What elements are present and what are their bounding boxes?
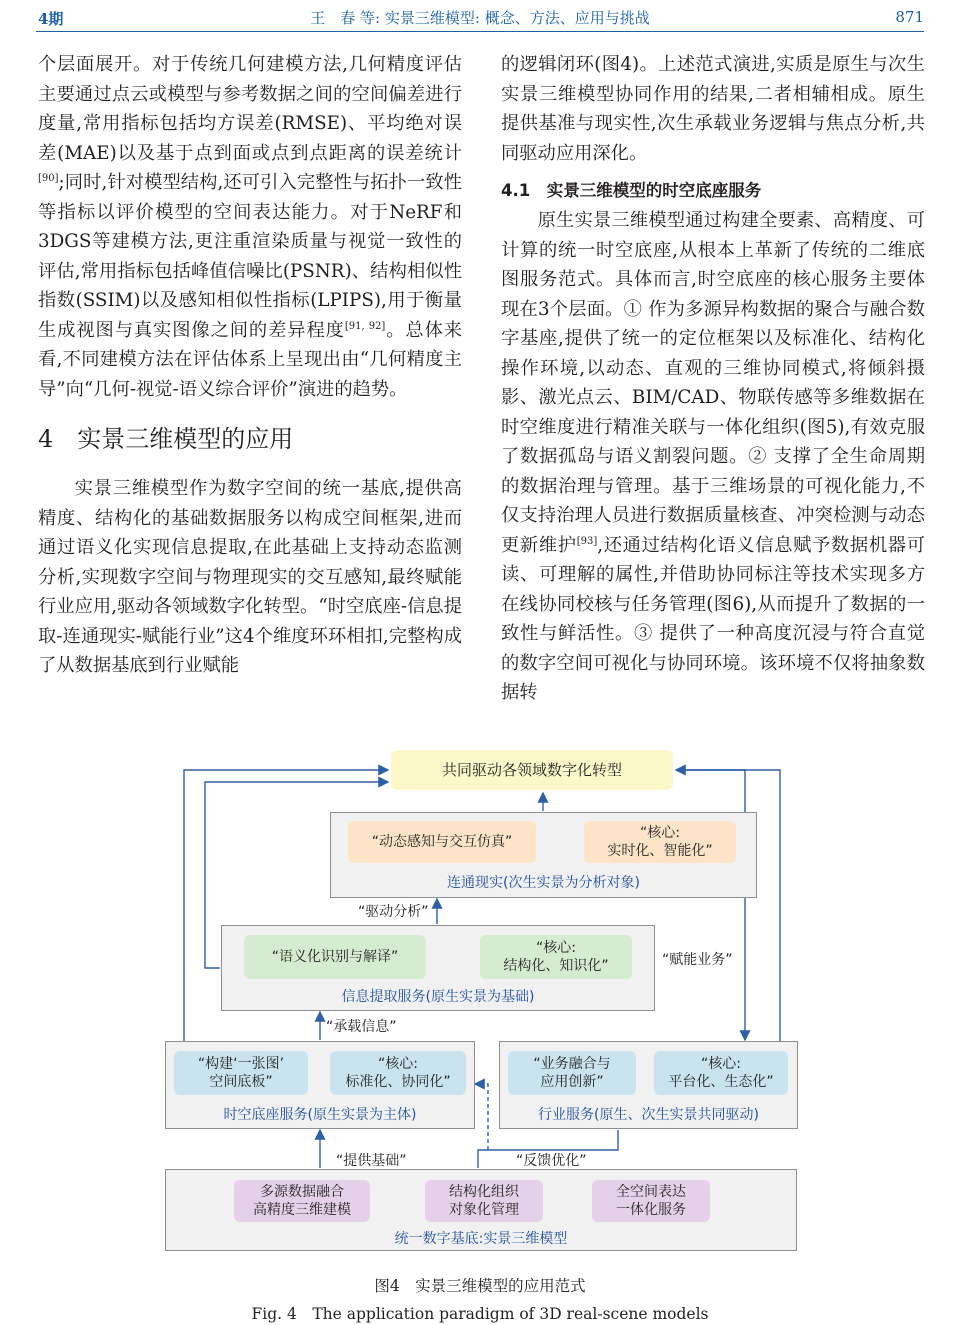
top-goal-box: 共同驱动各领域数字化转型	[391, 750, 673, 790]
label-carry-information: “承载信息”	[326, 1019, 397, 1035]
industry-left-box: “业务融合与 应用创新”	[508, 1051, 636, 1095]
label-empower-business: “赋能业务”	[662, 952, 733, 968]
paragraph-paradigm: 的逻辑闭环(图4)。上述范式演进,实质是原生与次生实景三维模型协同作用的结果,二者相辅相成。原生提供基准与现实性,次生承载业务逻辑与焦点分析,共同驱动应用深化。	[501, 54, 925, 164]
citation: [93]	[576, 535, 598, 547]
base-box-fusion: 多源数据融合 高精度三维建模	[234, 1180, 370, 1222]
paragraph-evaluation: 个层面展开。对于传统几何建模方法,几何精度评估主要通过点云或模型与参考数据之间的空间偏差进行度量,常用指标包括均方误差(RMSE)、平均绝对误差(MAE)以及基于点到面或点到点距离的误差统计[90];同时,针对模型结构,还可引入完整性与拓扑一致性等指标以评价模型的空间表达能力。对于NeRF和3DGS等建模方法,更注重渲染质量与视觉一致性的评估,常用指标包括峰值信噪比(PSNR)、结构相似性指数(SSIM)以及感知相似性指标(LPIPS),用于衡量生成视图与真实图像之间的差异程度[91, 92]。总体来看,不同建模方法在评估体系上呈现出由“几何精度主导”向“几何-视觉-语义综合评价”演进的趋势。	[38, 54, 463, 400]
page-number: 871	[895, 8, 924, 26]
base-box-expression: 全空间表达 一体化服务	[592, 1180, 710, 1222]
connect-right-box: “核心: 实时化、智能化”	[584, 821, 736, 863]
info-left-box: “语义化识别与解译”	[244, 935, 426, 979]
connect-left-box: “动态感知与交互仿真”	[348, 821, 536, 863]
spatial-layer-caption: 时空底座服务(原生实景为主体)	[223, 1107, 417, 1123]
connect-layer-caption: 连通现实(次生实景为分析对象)	[447, 875, 640, 891]
spatial-right-box: “核心: 标准化、协同化”	[330, 1051, 466, 1095]
figure-caption-english: Fig. 4 The application paradigm of 3D real-scene models	[251, 1305, 709, 1323]
info-right-box: “核心: 结构化、知识化”	[480, 935, 632, 979]
base-box-structure: 结构化组织 对象化管理	[425, 1180, 543, 1222]
label-feedback-optimize: “反馈优化”	[516, 1153, 587, 1169]
section-heading: 4 实景三维模型的应用	[38, 425, 294, 453]
header-rule	[36, 31, 924, 32]
paragraph-spatiotemporal-base: 原生实景三维模型通过构建全要素、高精度、可计算的统一时空底座,从根本上革新了传统的二维底图服务范式。具体而言,时空底座的核心服务主要体现在3个层面。① 作为多源异构数据的聚合与融合数字基座,提供了统一的定位框架以及标准化、结构化操作环境,以动态、直观的三维协同模式,将倾斜摄影、激光点云、BIM/CAD、物联传感等多维数据在时空维度进行精准关联与一体化组织(图5),有效克服了数据孤岛与语义割裂问题。② 支撑了全生命周期的数据治理与管理。基于三维场景的可视化能力,不仅支持治理人员进行数据质量核查、冲突检测与动态更新维护[93],还通过结构化语义信息赋予数据机器可读、可理解的属性,并借助协同标注等技术实现多方在线协同校核与任务管理(图6),从而提升了数据的一致性与鲜活性。③ 提供了一种高度沉浸与符合直觉的数字空间可视化与协同环境。该环境不仅将抽象数据转	[501, 210, 926, 703]
base-layer-caption: 统一数字基底:实景三维模型	[394, 1231, 568, 1247]
paragraph-application-intro: 实景三维模型作为数字空间的统一基底,提供高精度、结构化的基础数据服务以构成空间框架,进而通过语义化实现信息提取,在此基础上支持动态监测分析,实现数字空间与物理现实的交互感知,最终赋能行业应用,驱动各领域数字化转型。“时空底座-信息提取-连通现实-赋能行业”这4个维度环环相扣,完整构成了从数据基底到行业赋能	[38, 478, 462, 676]
running-header	[0, 0, 960, 36]
left-column	[38, 50, 462, 681]
industry-layer-caption: 行业服务(原生、次生实景共同驱动)	[538, 1107, 759, 1123]
industry-right-box: “核心: 平台化、生态化”	[654, 1051, 788, 1095]
figure-caption-chinese: 图4 实景三维模型的应用范式	[374, 1277, 586, 1295]
spatial-left-box: “构建‘一张图’ 空间底板”	[174, 1051, 308, 1095]
info-layer-caption: 信息提取服务(原生实景为基础)	[341, 989, 535, 1005]
running-title: 王 春 等: 实景三维模型: 概念、方法、应用与挑战	[310, 9, 650, 27]
subsection-heading: 4.1 实景三维模型的时空底座服务	[501, 181, 762, 200]
issue-number: 4期	[38, 10, 64, 28]
citation: [90]	[38, 172, 59, 184]
figure-4-diagram	[0, 738, 960, 1258]
citation: [91, 92]	[344, 320, 386, 332]
label-provide-foundation: “提供基础”	[336, 1153, 407, 1169]
label-drive-analysis: “驱动分析”	[358, 904, 429, 920]
right-column	[501, 50, 925, 708]
